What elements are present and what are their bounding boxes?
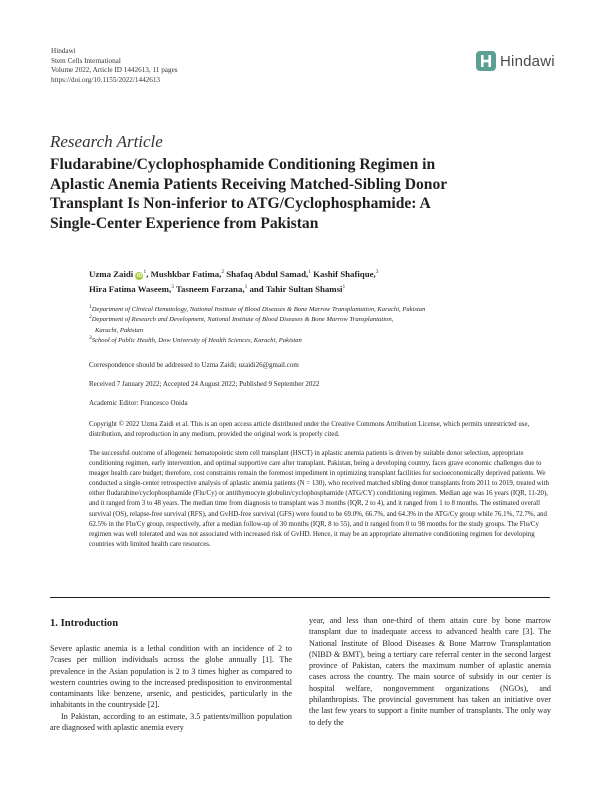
article-type: Research Article	[50, 132, 163, 151]
affiliation: $^3$School of Public Health, Dow University of Health Sciences, Karachi, Pakistan	[89, 334, 302, 344]
affiliation: Karachi, Pakistan	[95, 326, 143, 334]
academic-editor: Academic Editor: Francesco Onida	[89, 399, 188, 407]
author-name[interactable]: Tasneem Farzana,	[175, 284, 245, 294]
correspondence: Correspondence should be addressed to Uzma Zaidi; uzaidi26@gmail.com	[89, 361, 299, 369]
paragraph: In Pakistan, according to an estimate, 3.5 patients/million population are diagnosed with aplastic anemia every	[50, 711, 292, 733]
journal-name: Stem Cells International	[51, 56, 121, 65]
paragraph: year, and less than one-third of them attain cure by bone marrow transplant due to inadequate access to advanced health care [3]. The National Institute of Blood Diseases & Bone Marrow Transplantation (NIBD & BMT), being a tertiary care referral center in the second largest province of Pakistan, caters the maximum number of aplastic anemia cases across the country. The main source of subsidy in our center is hospital welfare, nongovernment organizations (NGOs), and philanthropists. The provincial government has taken an initiative over the last few years to support a finite number of transplants. The only way to defy the	[309, 616, 551, 727]
title-line: Aplastic Anemia Patients Receiving Matched-Sibling Donor	[50, 175, 448, 193]
publisher-name: Hindawi	[51, 47, 76, 55]
section-divider	[50, 597, 550, 598]
doi-link[interactable]: https://doi.org/10.1155/2022/1442613	[51, 75, 161, 84]
copyright-notice: Copyright © 2022 Uzma Zaidi et al. This is an open access article distributed under the Creative Commons Attribution License, which permits unrestricted use, distribution, and reproduction in any medium, provided the original work is properly cited.	[89, 421, 530, 438]
affiliation: $^2$Department of Research and Development, National Institute of Blood Diseases & Bone Marrow Transplantation,	[89, 314, 394, 324]
orcid-icon[interactable]: iD	[136, 273, 142, 279]
section-heading: 1. Introduction	[50, 618, 119, 629]
title-line: Transplant Is Non-inferior to ATG/Cyclophosphamide: A	[50, 195, 431, 213]
affiliation: $^1$Department of Clinical Hematology, National Institute of Blood Diseases & Bone Marrow Transplantation, Karachi, Pakistan	[89, 303, 426, 313]
abstract: The successful outcome of allogeneic hematopoietic stem cell transplant (HSCT) in aplastic anemia patients is driven by suitable donor selection, appropriate conditioning regimen, early intervention, and optimal supportive care after transplant. Pakistan, being a developing country, faces grave economic challenges due to meager health care budget; therefore, cost constraints remain the foremost impediment in optimizing transplant facilities for socioeconomically deprived patients. We conducted a single-center retrospective analysis of aplastic anemia patients (N = 130), who received matched sibling donor transplants from 2011 to 2019, treated with either fludarabine/cyclophosphamide (Flu/Cy) or antithymocyte globulin/cyclophosphamide (ATG/CY) conditioning regimen. Median age was 16 years (IQR, 11-20), and it ranged from 3 to 48 years. The median time from diagnosis to transplant was 3 months (IQR, 2 to 4), and it ranged from 1 to 8 months. The estimated overall survival (OS), relapse-free survival (RFS), and GvHD-free survival (GFS) were found to be 69.0%, 66.7%, and 64.3% in the ATG/Cy group while 76.1%, 72.7%, and 62.5% in the Flu/Cy group, respectively, after a median follow-up of 30 months (IQR, 8 to 55), and it ranged from 0 to 98 months for the study groups. The Flu/Cy regimen was well tolerated and was not associated with increased risk of GvHD. Hence, it may be an appropriate alternative conditioning regimen for developing countries with limited health care resources.	[89, 450, 549, 548]
body-column-left	[50, 643, 292, 733]
author-name[interactable]: Shafaq Abdul Samad,	[226, 269, 309, 279]
hindawi-logo-icon	[476, 51, 496, 71]
author-name[interactable]: Hira Fatima Waseem,	[89, 284, 172, 294]
body-column-right	[309, 615, 551, 728]
affiliations	[89, 305, 549, 346]
author-name[interactable]: Uzma Zaidi	[89, 269, 134, 279]
logo-text: Hindawi	[500, 52, 555, 70]
author-list: Uzma Zaidi $iD^1$, Mushkbar Fatima,$^2$ Shafaq Abdul Samad,$^1$ Kashif Shafique,$^3$ Hira Fatima Waseem,$^3$ Tasneem Farzana,$^1$ and Tahir Sultan Shamsi$^1$	[89, 269, 379, 294]
author-name[interactable]: and Tahir Sultan Shamsi	[249, 284, 343, 294]
title-line: Single-Center Experience from Pakistan	[50, 214, 319, 232]
volume-line: Volume 2022, Article ID 1442613, 11 pages	[51, 66, 178, 75]
author-name[interactable]: Kashif Shafique,	[313, 269, 376, 279]
dates-line: Received 7 January 2022; Accepted 24 August 2022; Published 9 September 2022	[89, 380, 320, 388]
paragraph: Severe aplastic anemia is a lethal condition with an incidence of 2 to 7cases per million individuals across the globe annually [1]. The prevalence in the Asian population is 2 to 3 times higher as compared to western countries owing to the increased predisposition to environmental contaminants like benzene, arsenic, and pesticides, particularly in the inhabitants in the countryside [2].	[50, 644, 292, 710]
title-line: Fludarabine/Cyclophosphamide Conditioning Regimen in	[50, 156, 436, 173]
journal-meta	[51, 47, 178, 85]
hindawi-logo	[476, 51, 555, 71]
author-name[interactable]: Mushkbar Fatima,	[150, 269, 222, 279]
paper-title	[50, 155, 550, 233]
